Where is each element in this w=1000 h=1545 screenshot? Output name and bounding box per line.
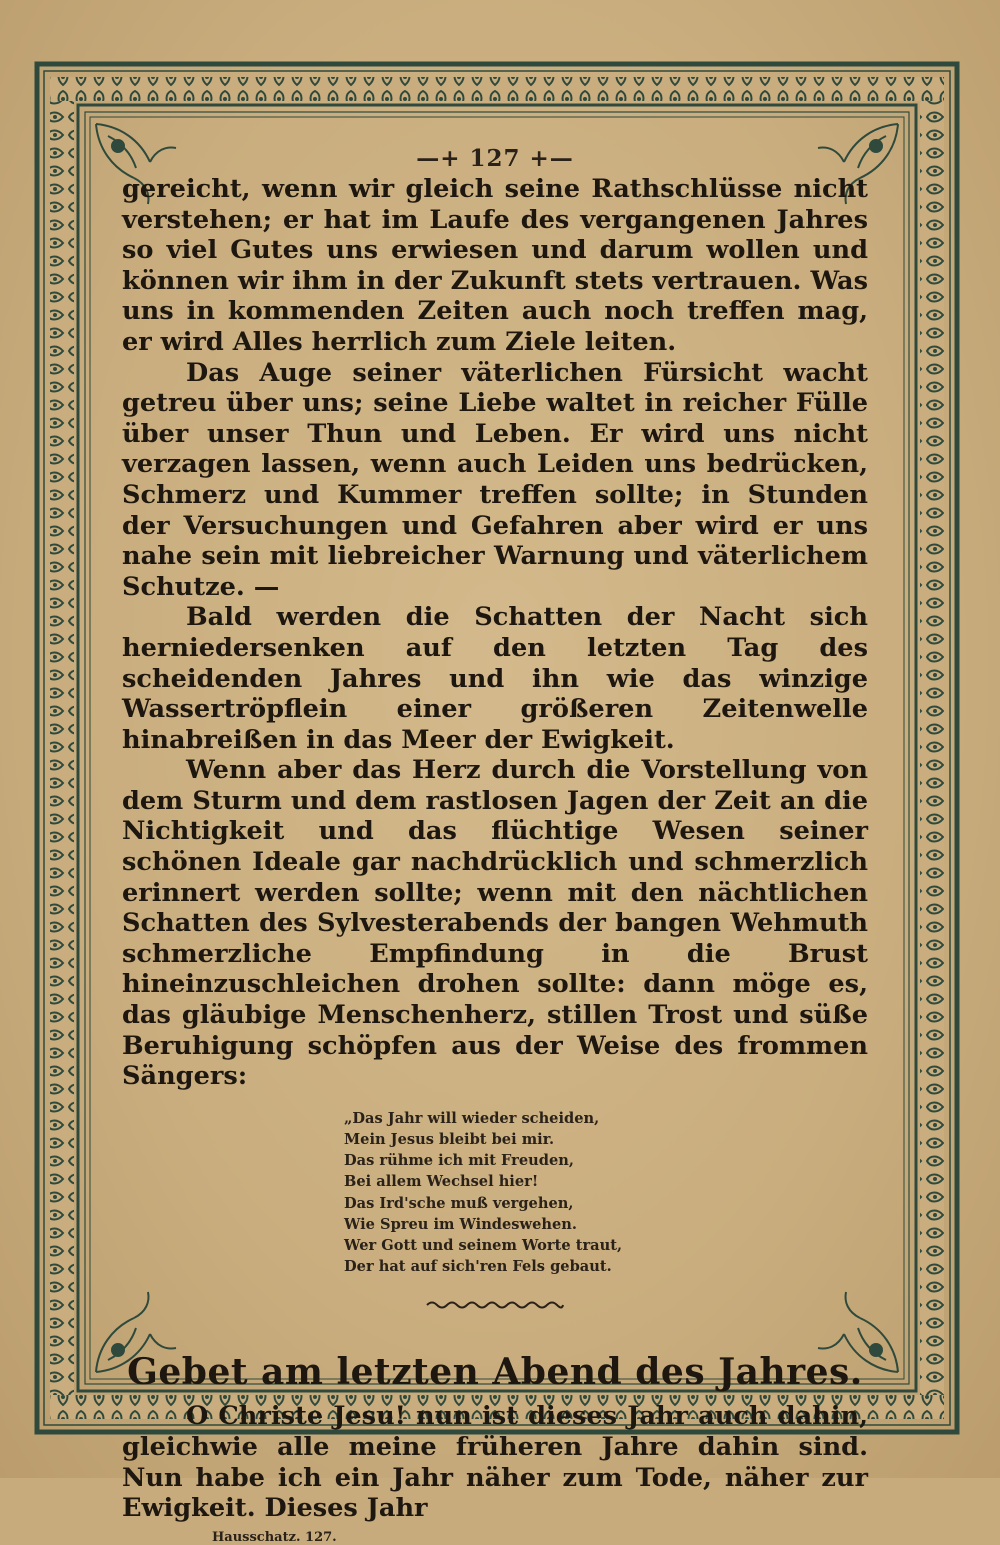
wavy-divider	[425, 1299, 565, 1311]
paragraph-4: Wenn aber das Herz durch die Vorstellung von dem Sturm und dem rastlosen Jagen der Zeit an die Nichtigkeit und das flüchtige Wesen seiner schönen Ideale gar nachdrücklich und schmerzlich erinnert werden sollte; wenn mit den nächtlichen Schatten des Sylvesterabends der bangen Wehmuth schmerzliche Empfindung in die Brust hineinzuschleichen drohen sollte: dann möge es, das gläubige Menschenherz, stillen Trost und süße Beruhigung schöpfen aus der Weise des frommen Sängers:	[122, 755, 868, 1092]
verse-line: Mein Jesus bleibt bei mir.	[344, 1131, 555, 1149]
prayer-paragraph: O Christe Jesu! nun ist dieses Jahr auch dahin, gleichwie alle meine früheren Jahre dahin sind. Nun habe ich ein Jahr näher zum Tode, näher zur Ewigkeit. Dieses Jahr	[122, 1401, 868, 1524]
paragraph-3: Bald werden die Schatten der Nacht sich herniedersenken auf den letzten Tag des scheidenden Jahres und ihn wie das winzige Wassertröpflein einer größeren Zeitenwelle hinabreißen in das Meer der Ewigkeit.	[122, 602, 868, 755]
verse-line: Wer Gott und seinem Worte traut,	[344, 1237, 623, 1255]
verse-line: Bei allem Wechsel hier!	[344, 1173, 539, 1191]
verse-line: „Das Jahr will wieder scheiden,	[344, 1109, 600, 1127]
signature-mark: Hausschatz. 127.	[212, 1529, 337, 1545]
paragraph-1: gereicht, wenn wir gleich seine Rathschlüsse nicht verstehen; er hat im Laufe des vergangenen Jahres so viel Gutes uns erwiesen und darum wollen und können wir ihm in der Zukunft stets vertrauen. Was uns in kommenden Zeiten auch noch treffen mag, er wird Alles herrlich zum Ziele leiten.	[122, 174, 868, 357]
paragraph-2: Das Auge seiner väterlichen Fürsicht wacht getreu über uns; seine Liebe waltet in reicher Fülle über unser Thun und Leben. Er wird uns nicht verzagen lassen, wenn auch Leiden uns bedrücken, Schmerz und Kummer treffen sollte; in Stunden der Versuchungen und Gefahren aber wird er uns nahe sein mit liebreicher Warnung und väterlichem Schutze. —	[122, 357, 868, 602]
verse-line: Wie Spreu im Windeswehen.	[344, 1215, 577, 1233]
section-heading: Gebet am letzten Abend des Jahres.	[127, 1351, 863, 1394]
verse-line: Der hat auf sich'ren Fels gebaut.	[344, 1258, 612, 1276]
verse-block	[344, 1108, 868, 1278]
page-number: —+ 127 +—	[416, 145, 574, 172]
verse-line: Das Ird'sche muß vergehen,	[344, 1194, 574, 1212]
verse-line: Das rühme ich mit Freuden,	[344, 1152, 574, 1170]
page-content	[122, 140, 868, 1545]
